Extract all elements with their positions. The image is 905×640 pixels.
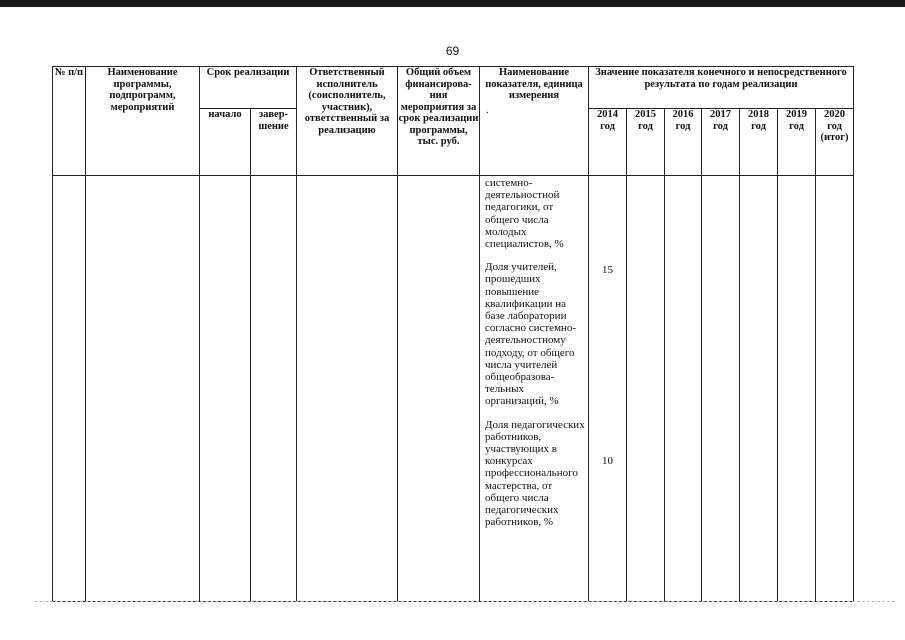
header-year-2017: 2017 год (702, 109, 740, 176)
header-year-2014: 2014 год (589, 109, 627, 176)
cell-name (86, 176, 200, 602)
header-indicator-label: Наименование показателя, единица измерения (485, 67, 583, 101)
header-year-2018: 2018 год (740, 109, 778, 176)
header-executor: Ответственный исполнитель (соисполнитель, участник), ответственный за реализацию (297, 67, 398, 176)
header-indicator-mark: . (486, 104, 489, 116)
header-values-group: Значение показателя конечного и непосредственного результата по годам реализации (589, 67, 854, 109)
header-term: Срок реализации (200, 67, 297, 109)
cell-volume (398, 176, 480, 602)
value-2014: 10 (602, 455, 613, 468)
header-year-2016: 2016 год (665, 109, 702, 176)
cell-end (251, 176, 297, 602)
header-indicator (480, 67, 589, 176)
cell-values-2016 (665, 176, 702, 602)
header-year-2019: 2019 год (778, 109, 816, 176)
cell-values-2017 (702, 176, 740, 602)
cell-executor (297, 176, 398, 602)
header-volume: Общий объем финансирова-ния мероприятия за срок реализации программы, тыс. руб. (398, 67, 480, 176)
header-num: № п/п (53, 67, 86, 176)
value-2014: 15 (602, 264, 613, 276)
page-number: 69 (445, 44, 460, 58)
header-end: завер-шение (251, 109, 297, 176)
cell-start (200, 176, 251, 602)
cell-values-2014 (589, 176, 627, 602)
cell-values-2019 (778, 176, 816, 602)
header-start: начало (200, 109, 251, 176)
scan-bottom-line (35, 601, 895, 602)
cell-num (53, 176, 86, 602)
indicator-text: Доля педагогических работников, участвующих в конкурсах профессионального мастерства, от общего числа педагогических работников, % (485, 418, 585, 529)
cell-indicators (480, 176, 589, 602)
header-year-2015: 2015 год (627, 109, 665, 176)
indicator-text: системно-деятельностной педагогики, от общего числа молодых специалистов, % (485, 177, 564, 251)
cell-values-2020 (816, 176, 854, 602)
header-year-2020: 2020 год (итог) (816, 109, 854, 176)
cell-values-2015 (627, 176, 665, 602)
indicator-text: Доля учителей, прошедших повышение квалификации на базе лаборатории согласно системно-деятельностному подходу, от общего числа учителей общеобразова-тельных организаций, % (485, 261, 577, 408)
indicator-table (52, 66, 854, 602)
cell-values-2018 (740, 176, 778, 602)
header-name: Наименование программы, подпрограмм, мероприятий (86, 67, 200, 176)
scan-top-border (0, 0, 905, 7)
